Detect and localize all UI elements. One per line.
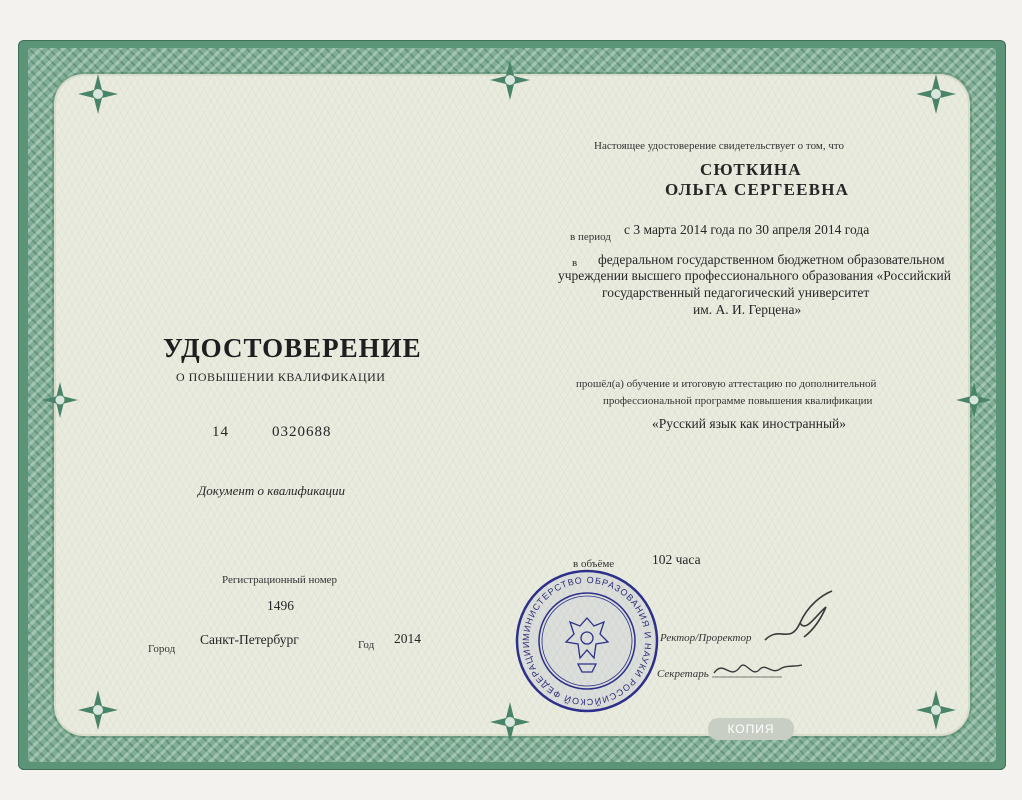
intro-text: Настоящее удостоверение свидетельствует о том, что <box>594 140 845 152</box>
rosette-bottom-left-icon <box>78 690 118 730</box>
rosette-right-center-icon <box>956 382 992 418</box>
training-line-2: профессиональной программе повышения квалификации <box>603 395 873 407</box>
training-line-1: прошёл(а) обучение и итоговую аттестацию по дополнительной <box>576 378 877 390</box>
document-subtitle: О ПОВЫШЕНИИ КВАЛИФИКАЦИИ <box>176 370 386 384</box>
volume-value: 102 часа <box>652 552 701 567</box>
holder-given-names: ОЛЬГА СЕРГЕЕВНА <box>665 180 850 199</box>
period-label: в период <box>570 231 611 243</box>
rosette-top-right-icon <box>916 74 956 114</box>
institution-line-2: учреждении высшего профессионального образования «Российский <box>558 268 951 283</box>
rector-signature-icon <box>760 585 840 650</box>
city-value: Санкт-Петербург <box>200 632 299 647</box>
document-title: УДОСТОВЕРЕНИЕ <box>163 333 422 363</box>
institution-line-3: государственный педагогический университет <box>602 285 870 300</box>
svg-text:МИНИСТЕРСТВО ОБРАЗОВАНИЯ И НАУ: МИНИСТЕРСТВО ОБРАЗОВАНИЯ И НАУКИ РОССИЙСКОЙ ФЕДЕРАЦИИ <box>520 574 654 708</box>
rosette-top-left-icon <box>78 74 118 114</box>
document-type: Документ о квалификации <box>198 483 345 498</box>
institution-line-4: им. А. И. Герцена» <box>693 302 802 317</box>
copy-label: КОПИЯ <box>708 718 794 740</box>
official-stamp-seal <box>514 568 660 714</box>
registration-label: Регистрационный номер <box>222 574 338 586</box>
year-value: 2014 <box>394 631 421 646</box>
institution-line-1: федеральном государственном бюджетном образовательном <box>598 252 945 267</box>
secretary-label: Секретарь <box>657 668 709 680</box>
institution-prefix: в <box>572 257 578 269</box>
rosette-top-center-icon <box>490 60 530 100</box>
document-number: 0320688 <box>272 424 332 440</box>
series-number: 14 <box>212 424 229 440</box>
holder-surname: СЮТКИНА <box>700 160 802 179</box>
program-title: «Русский язык как иностранный» <box>652 416 847 431</box>
rosette-bottom-right-icon <box>916 690 956 730</box>
secretary-signature-icon <box>712 655 804 683</box>
volume-label: в объёме <box>573 558 615 570</box>
rosette-left-center-icon <box>42 382 78 418</box>
rector-label: Ректор/Проректор <box>660 632 752 644</box>
city-label: Город <box>148 643 176 655</box>
registration-number: 1496 <box>267 598 294 613</box>
year-label: Год <box>358 639 375 651</box>
period-value: с 3 марта 2014 года по 30 апреля 2014 года <box>624 222 870 237</box>
